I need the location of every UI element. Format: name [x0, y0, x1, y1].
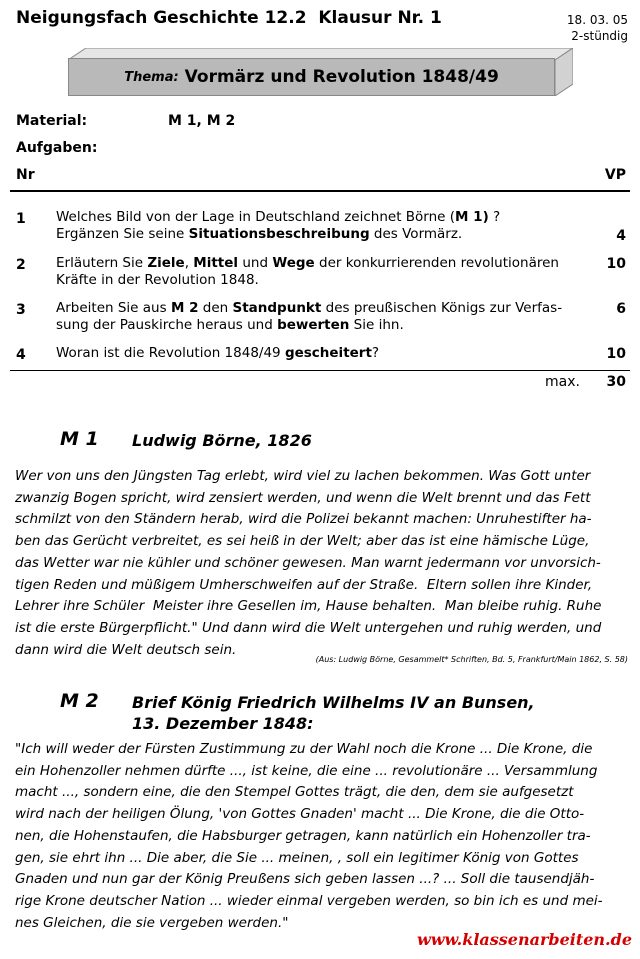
- text-line: ben das Gerücht verbreitet, es sei heiß in der Welt; aber das ist eine hämische Lüge,: [15, 533, 590, 550]
- text-line: ein Hohenzoller nehmen dürfte ..., ist keine, die eine ... revolutionäre ... Versammlung: [15, 762, 598, 779]
- thema-box-bevel-side: [555, 48, 573, 96]
- task-number: 1: [16, 211, 26, 227]
- text-line: dann wird die Welt deutsch sein.: [15, 641, 237, 658]
- task-points: 4: [616, 228, 626, 244]
- text-line: Lehrer ihre Schüler Meister ihre Gesellen im, Hause behalten. Man bleibe ruhig. Ruhe: [15, 598, 602, 615]
- text-line: tigen Reden und müßigem Umherschweifen auf der Straße. Eltern sollen ihre Kinder,: [15, 576, 593, 593]
- task-text-emphasis: M 1): [455, 209, 489, 225]
- max-points: 30: [606, 374, 626, 390]
- task-text: [56, 300, 586, 334]
- m1-text: [15, 466, 625, 661]
- text-line: gen, sie ehrt ihn ... Die aber, die Sie ... meinen, , soll ein legitimer König von Gottes: [15, 849, 579, 866]
- m2-heading-line: 13. Dezember 1848:: [132, 714, 314, 733]
- m2-text: [15, 739, 625, 934]
- m2-label: M 2: [60, 690, 99, 712]
- exam-date: 18. 03. 05: [566, 13, 628, 27]
- text-line: Wer von uns den Jüngsten Tag erlebt, wird viel zu lachen bekommen. Was Gott unter: [15, 468, 591, 484]
- max-label: max.: [545, 374, 580, 390]
- exam-date-block: [567, 12, 628, 44]
- task-number: 2: [16, 257, 26, 273]
- m2-heading-line: Brief König Friedrich Wilhelms IV an Bunsen,: [132, 693, 535, 712]
- aufgaben-label: Aufgaben:: [16, 140, 98, 156]
- task-text-emphasis: gescheitert: [284, 345, 372, 361]
- text-line: nes Gleichen, die sie vergeben werden.": [15, 914, 289, 931]
- task-text: [56, 345, 586, 362]
- thema-heading: [68, 58, 555, 96]
- task-text-segment: der konkurrierenden revolutionären: [314, 255, 559, 271]
- task-text-emphasis: bewerten: [277, 317, 350, 333]
- task-text-segment: Ergänzen Sie seine: [56, 226, 189, 242]
- exam-duration: 2-stündig: [571, 29, 628, 43]
- watermark-link[interactable]: www.klassenarbeiten.de: [416, 930, 632, 949]
- m1-label: M 1: [60, 428, 99, 450]
- material-value: M 1, M 2: [168, 113, 236, 129]
- material-label: Material:: [16, 113, 88, 129]
- task-text-emphasis: Wege: [272, 255, 315, 271]
- vp-column-header: VP: [604, 167, 626, 183]
- task-text-emphasis: M 2: [170, 300, 199, 316]
- task-text-segment: ?: [371, 345, 380, 361]
- task-text-emphasis: Mittel: [193, 255, 239, 271]
- text-line: rige Krone deutscher Nation ... wieder einmal vergeben werden, so bin ich es und mei-: [15, 892, 603, 909]
- task-points: 6: [616, 301, 626, 317]
- task-number: 3: [16, 302, 26, 318]
- task-text-emphasis: Situationsbeschreibung: [188, 226, 370, 242]
- text-line: wird nach der heiligen Ölung, 'von Gottes Gnaden' macht ... Die Krone, die die Otto-: [15, 806, 585, 823]
- table-bottom-rule: [10, 370, 630, 371]
- task-text-segment: ,: [184, 255, 194, 271]
- task-text-segment: des preußischen Königs zur Verfas-: [321, 300, 563, 316]
- task-text-emphasis: Standpunkt: [232, 300, 322, 316]
- task-text: [56, 209, 586, 243]
- thema-label: Thema:: [124, 69, 179, 85]
- task-text-segment: Arbeiten Sie aus: [56, 300, 171, 316]
- task-number: 4: [16, 347, 26, 363]
- m2-heading: [132, 692, 535, 734]
- m1-source: (Aus: Ludwig Börne, Gesammelt* Schriften, Bd. 5, Frankfurt/Main 1862, S. 58): [315, 655, 628, 664]
- task-text-segment: des Vormärz.: [369, 226, 463, 242]
- task-text-segment: sung der Pauskirche heraus und: [56, 317, 278, 333]
- task-text-segment: und: [238, 255, 273, 271]
- m1-heading: Ludwig Börne, 1826: [132, 431, 312, 450]
- task-text-emphasis: Ziele: [147, 255, 185, 271]
- text-line: nen, die Hohenstaufen, die Habsburger getragen, kann natürlich ein Hohenzoller tra-: [15, 827, 591, 844]
- task-text-segment: den: [198, 300, 233, 316]
- text-line: zwanzig Bogen spricht, wird zensiert werden, und wenn die Welt brennt und das Fett: [15, 489, 591, 506]
- task-text-segment: Erläutern Sie: [56, 255, 148, 271]
- task-text-segment: Sie ihn.: [349, 317, 404, 333]
- task-text-segment: Woran ist die Revolution 1848/49: [56, 345, 285, 361]
- text-line: das Wetter war nie kühler und schöner gewesen. Man warnt jedermann vor unvorsich-: [15, 554, 601, 571]
- task-text-segment: Kräfte in der Revolution 1848.: [56, 272, 259, 288]
- task-points: 10: [606, 256, 626, 272]
- exam-title: Neigungsfach Geschichte 12.2 Klausur Nr. 1: [16, 8, 442, 28]
- text-line: "Ich will weder der Fürsten Zustimmung zu der Wahl noch die Krone ... Die Krone, die: [15, 741, 593, 757]
- text-line: schmilzt von den Ständern herab, wird die Polizei bekannt machen: Unruhestifter ha-: [15, 511, 592, 528]
- task-text-segment: ?: [488, 209, 501, 225]
- task-text: [56, 255, 586, 289]
- text-line: Gnaden und nun gar der König Preußens sich geben lassen ...? ... Soll die tausendjäh-: [15, 871, 595, 888]
- task-text-segment: Welches Bild von der Lage in Deutschland zeichnet Börne (: [56, 209, 456, 225]
- thema-title: Vormärz und Revolution 1848/49: [184, 67, 499, 87]
- text-line: macht ..., sondern eine, die den Stempel Gottes trägt, die den, dem sie aufgesetzt: [15, 784, 574, 801]
- task-points: 10: [606, 346, 626, 362]
- table-header-rule: [10, 190, 630, 192]
- text-line: ist die erste Bürgerpflicht." Und dann wird die Welt untergehen und ruhig werden, und: [15, 619, 602, 636]
- nr-column-header: Nr: [16, 167, 35, 183]
